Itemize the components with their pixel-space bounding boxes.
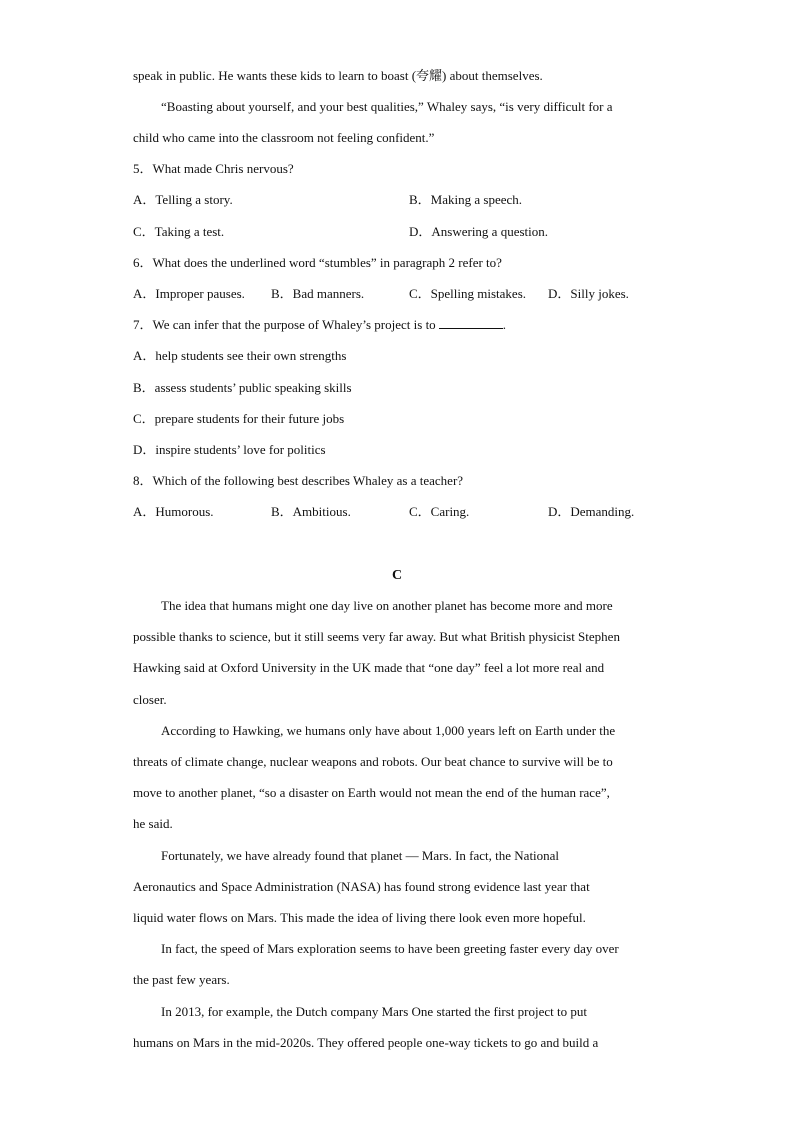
question-5-option-c: C．Taking a test. (133, 224, 225, 239)
question-6-option-a: A．Improper pauses. (133, 286, 245, 301)
passage-c-line: In fact, the speed of Mars exploration seems to have been greeting faster every day over (161, 941, 619, 956)
question-6-stem: 6．What does the underlined word “stumbles” in paragraph 2 refer to? (133, 255, 502, 270)
question-7-option-c: C．prepare students for their future jobs (133, 411, 345, 426)
passage-b-line: speak in public. He wants these kids to learn to boast (夸耀) about themselves. (133, 68, 543, 83)
question-6-option-b: B．Bad manners. (271, 286, 365, 301)
passage-c-line: possible thanks to science, but it still seems very far away. But what British physicist Stephen (133, 629, 620, 644)
question-7-stem-end: . (502, 317, 506, 332)
question-7-stem-text: 7．We can infer that the purpose of Whaley’s project is to (133, 317, 436, 332)
question-8-option-d: D．Demanding. (548, 504, 635, 519)
passage-c-line: closer. (133, 692, 167, 707)
passage-c-line: move to another planet, “so a disaster on Earth would not mean the end of the human race”, (133, 785, 610, 800)
passage-c-line: Fortunately, we have already found that planet — Mars. In fact, the National (161, 848, 560, 863)
question-7-option-d: D．inspire students’ love for politics (133, 442, 326, 457)
question-5-option-d: D．Answering a question. (409, 224, 549, 239)
passage-c-line: The idea that humans might one day live on another planet has become more and more (161, 598, 613, 613)
question-7-option-a: A．help students see their own strengths (133, 348, 347, 363)
passage-c-line: Aeronautics and Space Administration (NASA) has found strong evidence last year that (133, 879, 590, 894)
question-6-option-c: C．Spelling mistakes. (409, 286, 527, 301)
passage-c-line: Hawking said at Oxford University in the UK made that “one day” feel a lot more real and (133, 660, 605, 675)
passage-c-line: In 2013, for example, the Dutch company Mars One started the first project to put (161, 1004, 587, 1019)
question-8-option-a: A．Humorous. (133, 504, 214, 519)
passage-c-line: the past few years. (133, 972, 230, 987)
passage-c-line: humans on Mars in the mid-2020s. They offered people one-way tickets to go and build a (133, 1035, 599, 1050)
question-8-option-b: B．Ambitious. (271, 504, 351, 519)
passage-c-line: he said. (133, 816, 173, 831)
question-5-stem: 5．What made Chris nervous? (133, 161, 294, 176)
passage-c-line: liquid water flows on Mars. This made the idea of living there look even more hopeful. (133, 910, 586, 925)
question-5-option-a: A．Telling a story. (133, 192, 233, 207)
passage-c-heading: C (391, 568, 403, 583)
passage-b-line: “Boasting about yourself, and your best qualities,” Whaley says, “is very difficult for a (161, 99, 613, 114)
question-5-option-b: B．Making a speech. (409, 192, 523, 207)
question-7-stem (133, 317, 663, 333)
question-7-option-b: B．assess students’ public speaking skills (133, 380, 352, 395)
question-8-stem: 8．Which of the following best describes Whaley as a teacher? (133, 473, 464, 488)
question-6-option-d: D．Silly jokes. (548, 286, 629, 301)
answer-blank (439, 317, 503, 329)
passage-c-line: According to Hawking, we humans only have about 1,000 years left on Earth under the (161, 723, 616, 738)
passage-b-line: child who came into the classroom not feeling confident.” (133, 130, 435, 145)
passage-c-line: threats of climate change, nuclear weapons and robots. Our beat chance to survive will be to (133, 754, 613, 769)
question-8-option-c: C．Caring. (409, 504, 470, 519)
